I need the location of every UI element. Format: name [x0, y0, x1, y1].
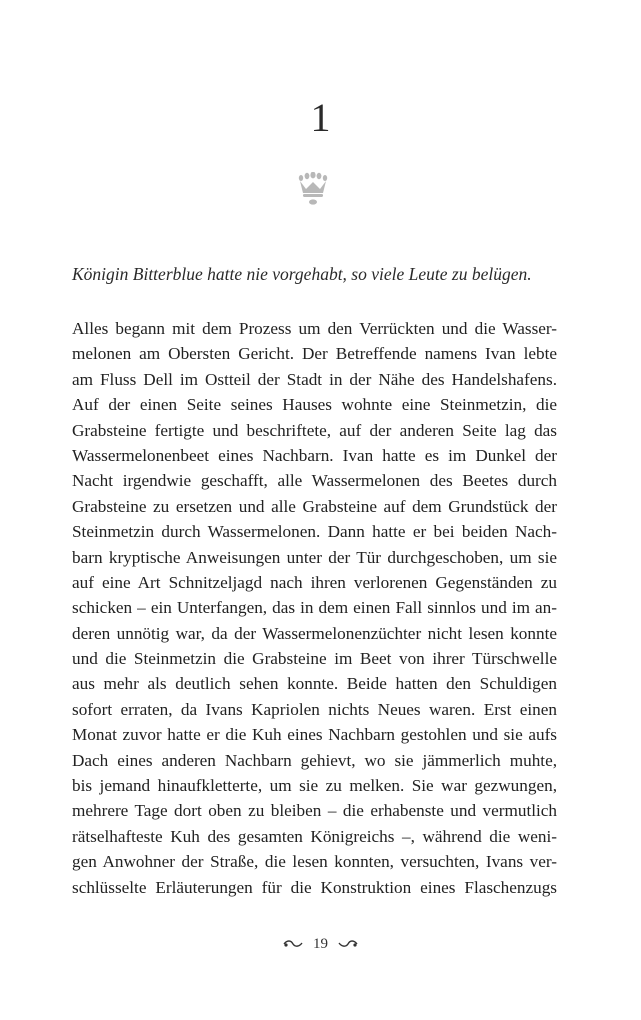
text-line: am Fluss Dell im Ostteil der Stadt in der Nähe des Handelshafens. [72, 369, 557, 389]
page-footer [0, 932, 641, 955]
chapter-number: 1 [310, 95, 331, 140]
text-line: Dach eines anderen Nachbarn gehievt, wo sie jämmerlich muhte, [72, 750, 557, 770]
text-line: gen Anwohner der Straße, die lesen konnten, versuchten, Ivans ver- [72, 852, 557, 872]
text-line: deren unnötig war, da der Wassermelonenzüchter nicht lesen konnte [72, 623, 557, 643]
text-line: bis jemand hinaufkletterte, um sie zu melken. Sie war gezwungen, [72, 776, 557, 796]
text-line: Grabsteine zu ersetzen und alle Grabsteine auf dem Grundstück der [72, 496, 557, 516]
text-line: rätselhafteste Kuh des gesamten Königreichs –, während die weni- [72, 826, 557, 846]
text-line: mehrere Tage dort oben zu bleiben – die erhabenste und vermutlich [72, 801, 557, 821]
text-line: barn kryptische Anweisungen unter der Tür durchgeschoben, um sie [72, 547, 557, 567]
text-line: Auf der einen Seite seines Hauses wohnte eine Steinmetzin, die [72, 395, 557, 415]
fleuron-left-icon [283, 939, 303, 949]
text-line: Wassermelonenbeet eines Nachbarn. Ivan hatte es im Dunkel der [72, 445, 557, 465]
text-line: auf eine Art Schnitzeljagd nach ihren verlorenen Gegenständen zu [72, 572, 557, 592]
text-line: Alles begann mit dem Prozess um den Verrückten und die Wasser- [72, 319, 557, 338]
page-number: 19 [313, 935, 328, 952]
text-line: schicken – ein Unterfangen, das in dem einen Fall sinnlos und im an- [72, 598, 557, 618]
text-line: aus mehr als deutlich sehen konnte. Beide hatten den Schuldigen [72, 674, 557, 694]
text-line: schlüsselte Erläuterungen für die Konstruktion eines Flaschenzugs [72, 877, 557, 897]
text-line: Monat zuvor hatte er die Kuh eines Nachbarn gestohlen und sie aufs [72, 725, 557, 745]
text-line: melonen am Obersten Gericht. Der Betreffende namens Ivan lebte [72, 344, 557, 364]
text-line: Nacht irgendwie geschafft, alle Wassermelonen des Beetes durch [72, 471, 557, 491]
epigraph: Königin Bitterblue hatte nie vorgehabt, so viele Leute zu belügen. [72, 264, 532, 284]
text-line: Grabsteine fertigte und beschriftete, auf der anderen Seite lag das [72, 420, 557, 440]
text-line: und die Steinmetzin die Grabsteine im Beet von ihrer Türschwelle [72, 649, 557, 669]
text-line: sofort erraten, da Ivans Kapriolen nichts Neues waren. Erst einen [72, 699, 557, 719]
fleuron-right-icon [338, 939, 358, 949]
body-paragraph [72, 316, 557, 900]
text-line: Steinmetzin durch Wassermelonen. Dann hatte er bei beiden Nach- [72, 522, 557, 542]
crown-icon [296, 172, 330, 206]
